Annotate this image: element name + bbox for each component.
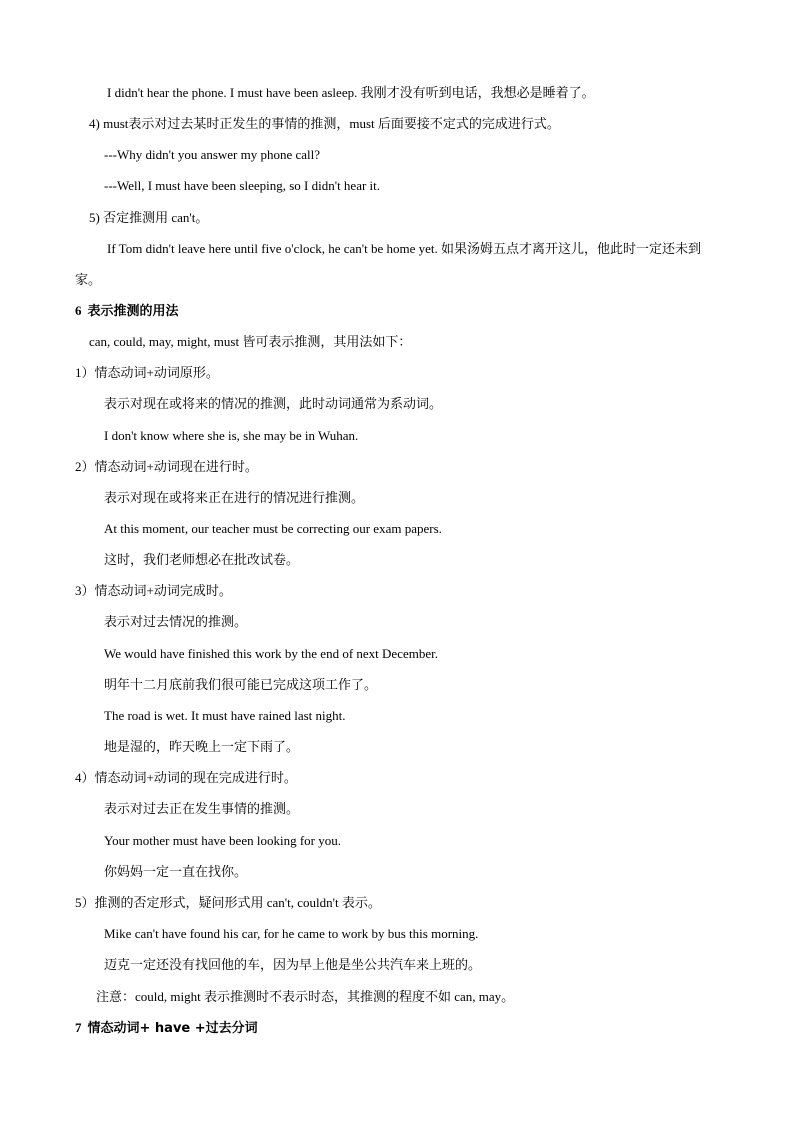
explanation-text: 表示对现在或将来正在进行的情况进行推测。 bbox=[104, 490, 365, 505]
rule-item: 5) 否定推测用 can't。 bbox=[89, 210, 209, 225]
section-number: 6 bbox=[75, 303, 82, 318]
dialogue-line: ---Well, I must have been sleeping, so I didn't hear it. bbox=[104, 178, 381, 193]
rule-item: 4) must表示对过去某时正发生的事情的推测，must 后面要接不定式的完成进行式。 bbox=[89, 116, 560, 131]
translation-text: 明年十二月底前我们很可能已完成这项工作了。 bbox=[104, 677, 378, 692]
dialogue-line: ---Why didn't you answer my phone call? bbox=[104, 147, 321, 162]
intro-text: can, could, may, might, must 皆可表示推测，其用法如下： bbox=[89, 334, 412, 349]
numbered-item: 5）推测的否定形式，疑问形式用 can't, couldn't 表示。 bbox=[75, 895, 381, 910]
translation-text: 迈克一定还没有找回他的车，因为早上他是坐公共汽车来上班的。 bbox=[104, 957, 482, 972]
note-text: 注意：could, might 表示推测时不表示时态，其推测的程度不如 can, may。 bbox=[96, 989, 515, 1004]
translation-text: 地是湿的，昨天晚上一定下雨了。 bbox=[104, 739, 300, 754]
example-sentence: I don't know where she is, she may be in Wuhan. bbox=[104, 428, 359, 443]
numbered-item: 2）情态动词+动词现在进行时。 bbox=[75, 459, 258, 474]
section-number: 7 bbox=[75, 1020, 82, 1035]
explanation-text: 表示对过去情况的推测。 bbox=[104, 614, 248, 629]
section-heading bbox=[75, 302, 179, 321]
section-heading bbox=[75, 1019, 258, 1038]
example-paragraph: If Tom didn't leave here until five o'clock, he can't be home yet. 如果汤姆五点才离开这儿，他此时一定还未到家。 bbox=[75, 241, 702, 287]
section-title: 表示推测的用法 bbox=[87, 304, 179, 319]
numbered-item: 3）情态动词+动词完成时。 bbox=[75, 583, 232, 598]
example-sentence: I didn't hear the phone. I must have been asleep. 我刚才没有听到电话，我想必是睡着了。 bbox=[107, 85, 595, 100]
example-sentence: Your mother must have been looking for you. bbox=[104, 833, 341, 848]
numbered-item: 1）情态动词+动词原形。 bbox=[75, 365, 219, 380]
example-sentence: The road is wet. It must have rained last night. bbox=[104, 708, 346, 723]
section-title: 情态动词+ have +过去分词 bbox=[87, 1021, 258, 1036]
example-sentence: Mike can't have found his car, for he came to work by bus this morning. bbox=[104, 926, 479, 941]
example-sentence: We would have finished this work by the end of next December. bbox=[104, 646, 438, 661]
translation-text: 这时，我们老师想必在批改试卷。 bbox=[104, 552, 300, 567]
explanation-text: 表示对过去正在发生事情的推测。 bbox=[104, 801, 300, 816]
translation-text: 你妈妈一定一直在找你。 bbox=[104, 864, 248, 879]
explanation-text: 表示对现在或将来的情况的推测，此时动词通常为系动词。 bbox=[104, 396, 443, 411]
numbered-item: 4）情态动词+动词的现在完成进行时。 bbox=[75, 770, 297, 785]
example-sentence: At this moment, our teacher must be correcting our exam papers. bbox=[104, 521, 442, 536]
